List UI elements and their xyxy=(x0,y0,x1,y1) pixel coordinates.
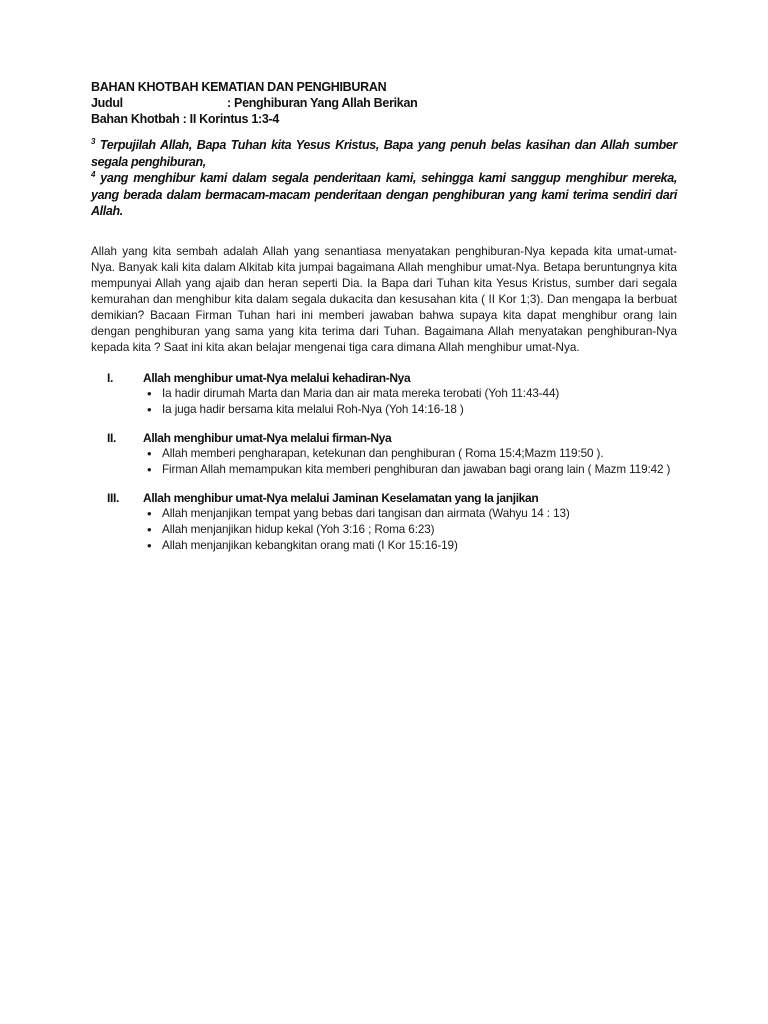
list-item: • Ia hadir dirumah Marta dan Maria dan air mata mereka terobati (Yoh 11:43-44) xyxy=(162,386,677,402)
bullet-list xyxy=(91,506,677,554)
section-heading xyxy=(91,490,677,506)
document-body xyxy=(91,79,677,554)
bullet-list xyxy=(91,446,677,478)
list-item: • Allah menjanjikan kebangkitan orang mati (I Kor 15:16-19) xyxy=(162,538,677,554)
section-title: Allah menghibur umat-Nya melalui kehadiran-Nya xyxy=(143,371,411,386)
section-number: I. xyxy=(107,371,113,386)
list-item: • Allah menjanjikan hidup kekal (Yoh 3:16 ; Roma 6:23) xyxy=(162,522,677,538)
section-title: Allah menghibur umat-Nya melalui Jaminan Keselamatan yang Ia janjikan xyxy=(143,491,539,506)
section-3 xyxy=(91,490,677,554)
bullet-list xyxy=(91,386,677,418)
section-title: Allah menghibur umat-Nya melalui firman-Nya xyxy=(143,431,392,446)
document-title: BAHAN KHOTBAH KEMATIAN DAN PENGHIBURAN xyxy=(91,80,387,94)
verse-3 xyxy=(91,137,677,170)
section-number: II. xyxy=(107,431,116,446)
verse-number: 3 xyxy=(91,136,96,146)
verse-text: Terpujilah Allah, Bapa Tuhan kita Yesus Kristus, Bapa yang penuh belas kasihan dan Allah sumber segala penghiburan, xyxy=(91,138,677,169)
list-item: • Ia juga hadir bersama kita melalui Roh-Nya (Yoh 14:16-18 ) xyxy=(162,402,677,418)
verse-4 xyxy=(91,170,677,220)
judul-value: : Penghiburan Yang Allah Berikan xyxy=(227,96,418,110)
section-1 xyxy=(91,370,677,418)
bahan-khotbah-line: Bahan Khotbah : II Korintus 1:3-4 xyxy=(91,112,280,126)
section-number: III. xyxy=(107,491,119,506)
list-item: • Allah memberi pengharapan, ketekunan dan penghiburan ( Roma 15:4;Mazm 119:50 ). xyxy=(162,446,677,462)
verse-number: 4 xyxy=(91,169,96,179)
list-item: • Firman Allah memampukan kita memberi penghiburan dan jawaban bagi orang lain ( Mazm 119:42 ) xyxy=(162,462,677,478)
section-heading xyxy=(91,430,677,446)
judul-line xyxy=(91,95,677,111)
intro-paragraph: Allah yang kita sembah adalah Allah yang senantiasa menyatakan penghiburan-Nya kepada kita umat-umat-Nya. Banyak kali kita dalam Alkitab kita jumpai bagaimana Allah menghibur umat-Nya. Betapa beruntungnya kita mempunyai Allah yang ajaib dan heran seperti Dia. Ia Bapa dari Tuhan kita Yesus Kristus, sumber dari segala kemurahan dan menghibur kita dalam segala dukacita dan kesusahan kita ( II Kor 1;3). Dan mengapa Ia berbuat demikian? Bacaan Firman Tuhan hari ini memberi jawaban bahwa supaya kita dapat menghibur orang lain dengan penghiburan yang sama yang kita terima dari Tuhan. Bagaimana Allah menyatakan penghiburan-Nya kepada kita ? Saat ini kita akan belajar mengenai tiga cara dimana Allah menghibur umat-Nya. xyxy=(91,244,677,355)
scripture-passage xyxy=(91,137,677,220)
verse-text: yang menghibur kami dalam segala penderitaan kami, sehingga kami sanggup menghibur mereka, yang berada dalam bermacam-macam penderitaan dengan penghiburan yang kami terima sendiri dari Allah. xyxy=(91,171,677,218)
section-heading xyxy=(91,370,677,386)
judul-label: Judul xyxy=(91,96,123,110)
section-2 xyxy=(91,430,677,478)
list-item: • Allah menjanjikan tempat yang bebas dari tangisan dan airmata (Wahyu 14 : 13) xyxy=(162,506,677,522)
